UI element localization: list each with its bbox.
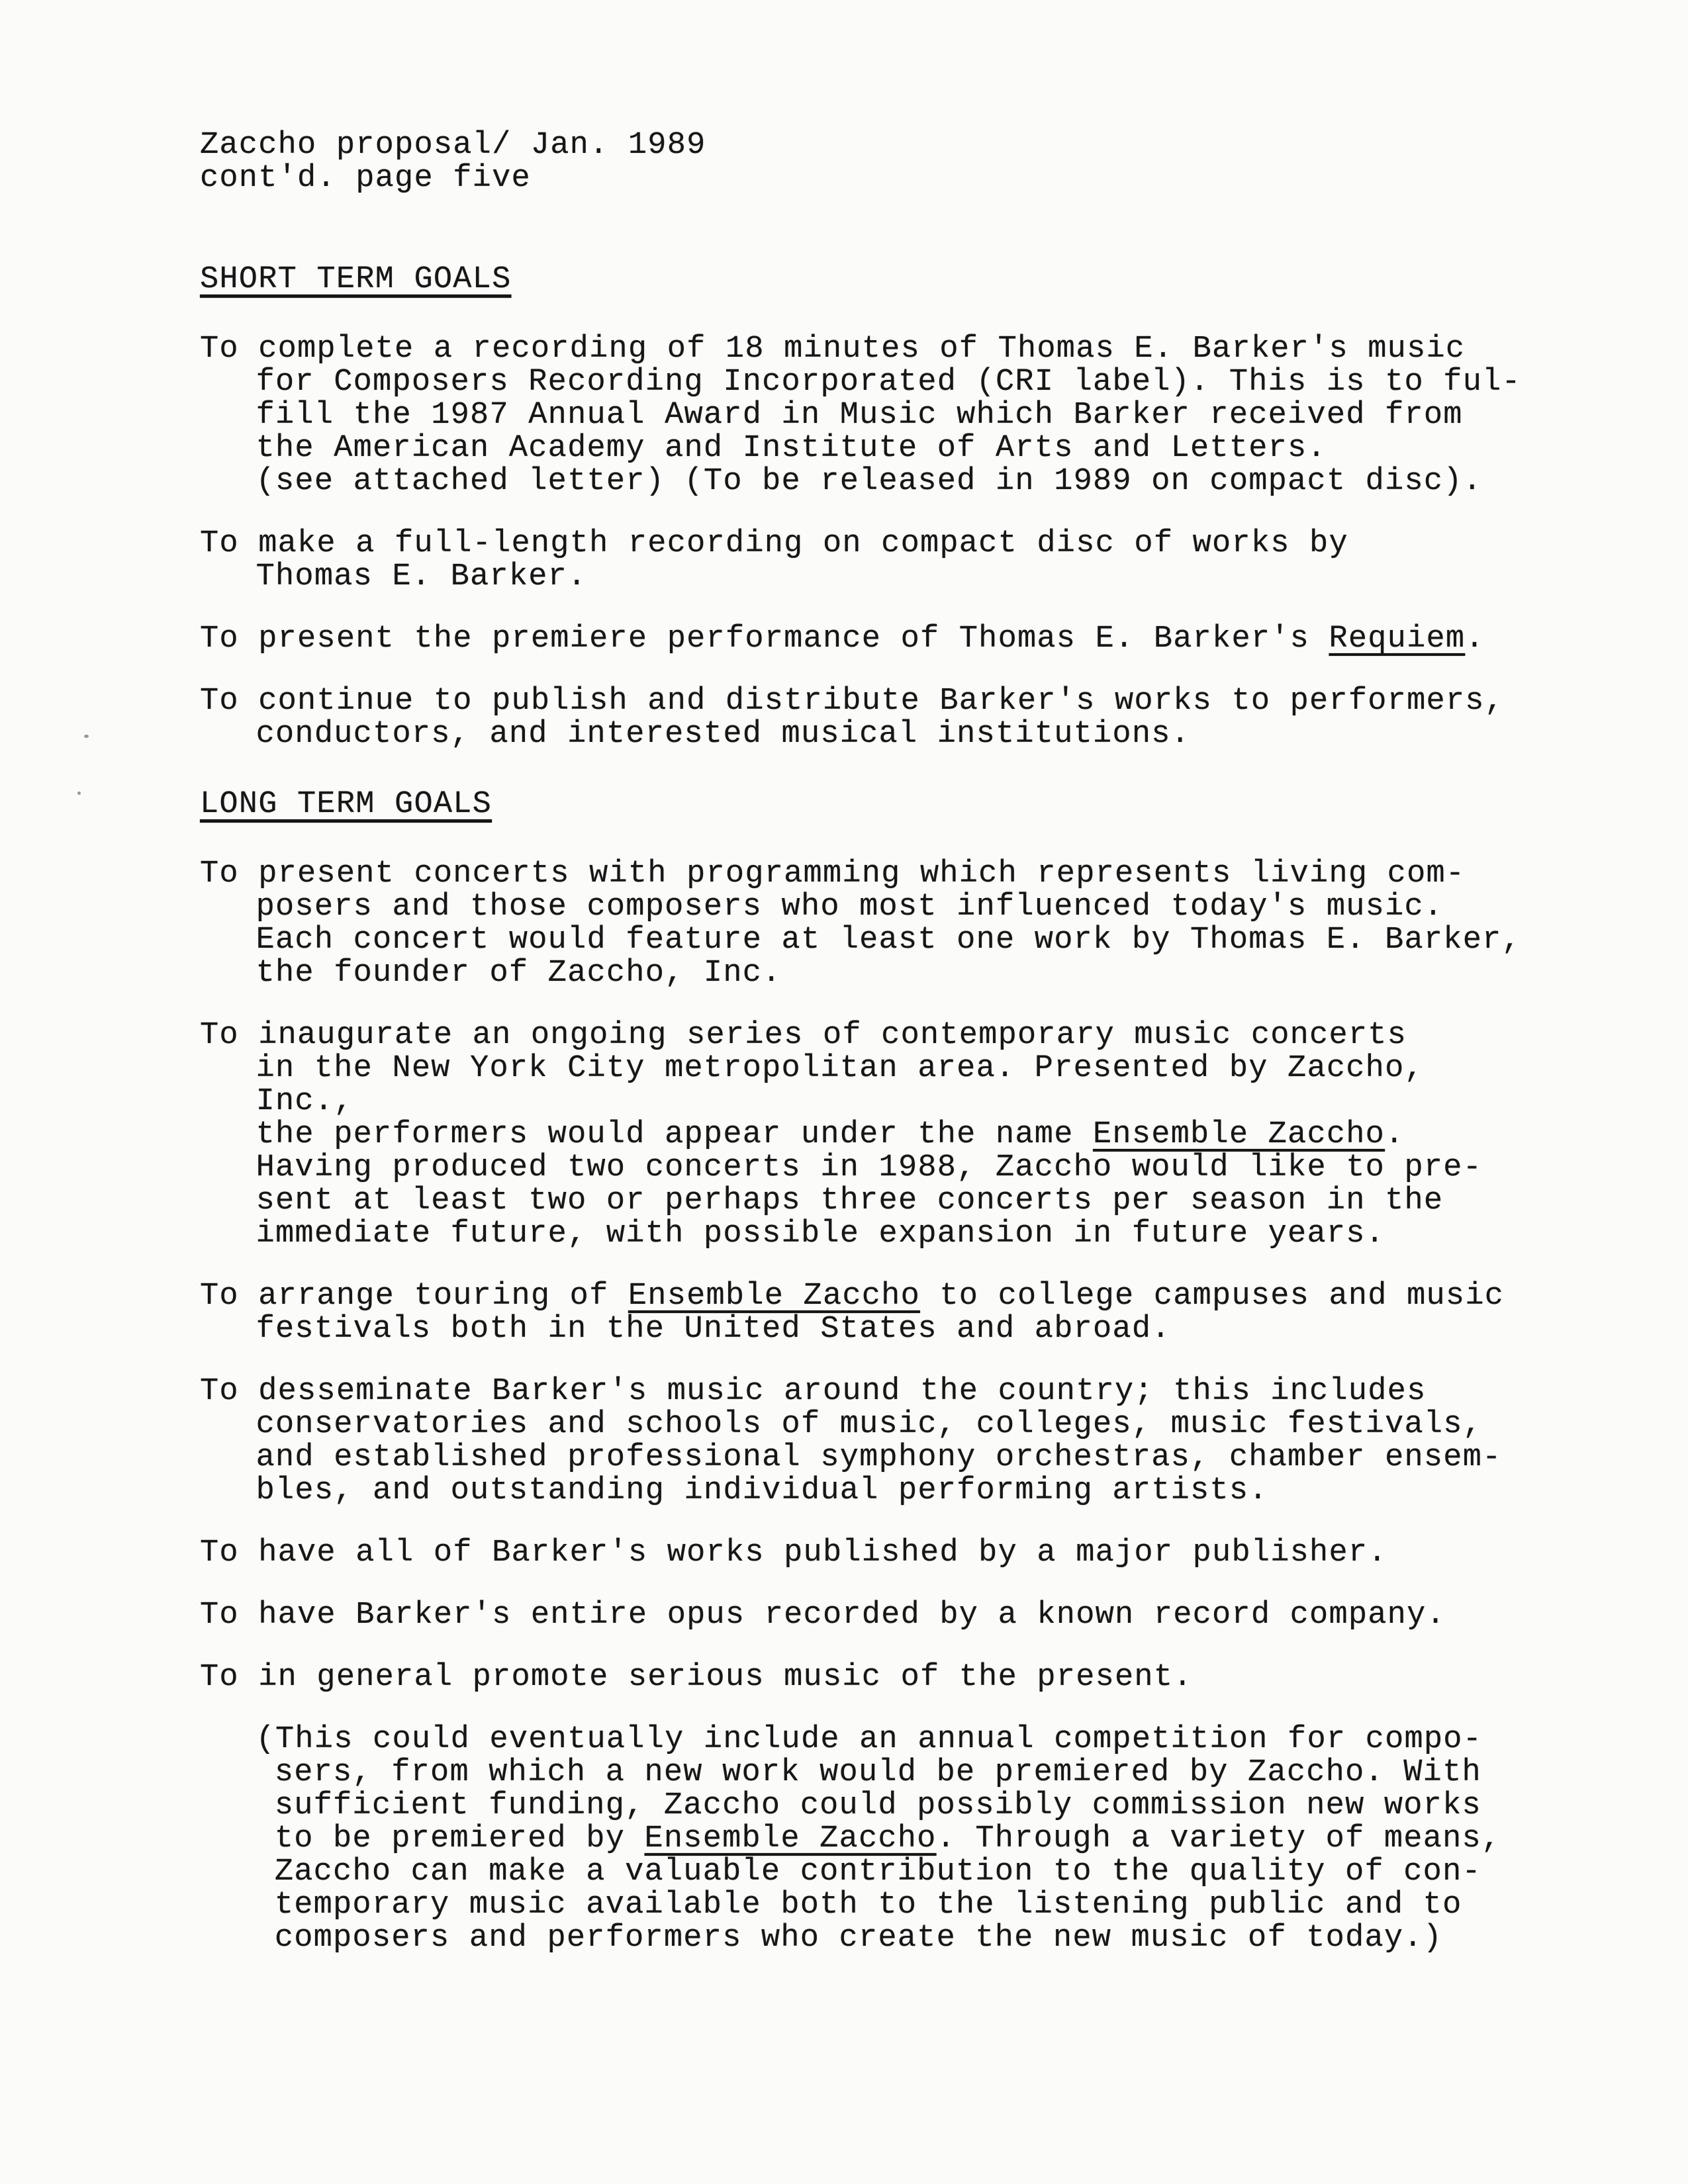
goal-paragraph — [200, 1280, 1536, 1346]
text-segment: . — [1385, 1117, 1405, 1152]
goal-paragraph — [200, 1661, 1536, 1694]
text-segment: To have all of Barker's works published by a major publisher. — [200, 1535, 1387, 1570]
underlined-phrase: Requiem — [1329, 621, 1466, 657]
section-heading-2: LONG TERM GOALS — [200, 787, 492, 822]
goal-paragraph — [200, 623, 1536, 656]
text-segment: To in general promote serious music of the present. — [200, 1660, 1193, 1695]
note-paragraph — [256, 1723, 1536, 1955]
text-segment: (This could eventually include an annual competition for compo- — [256, 1722, 1483, 1757]
text-segment: . Through a variety of means, — [936, 1821, 1501, 1856]
goal-paragraph — [200, 1599, 1536, 1632]
text-segment: for Composers Recording Incorporated (CRI label). This is to ful- — [256, 365, 1521, 400]
text-segment: the American Academy and Institute of Arts and Letters. — [256, 431, 1327, 466]
text-segment: Zaccho can make a valuable contribution to the quality of con- — [274, 1854, 1481, 1889]
text-segment: conductors, and interested musical institutions. — [256, 717, 1191, 752]
text-segment: To desseminate Barker's music around the country; this includes — [200, 1374, 1427, 1409]
scan-speck — [77, 792, 81, 795]
text-segment: to college campuses and music — [919, 1279, 1505, 1314]
scan-speck — [84, 735, 89, 738]
text-segment: in the New York City metropolitan area. Presented by Zaccho, Inc., — [256, 1051, 1444, 1119]
text-segment: To present concerts with programming which represents living com- — [200, 856, 1466, 891]
goal-paragraph — [200, 858, 1536, 990]
text-segment: sent at least two or perhaps three concerts per season in the — [256, 1183, 1444, 1218]
page-header — [200, 129, 1536, 195]
goal-paragraph — [200, 527, 1536, 594]
text-segment: (see attached letter) (To be released in 1989 on compact disc). — [256, 464, 1483, 499]
text-segment: To have Barker's entire opus recorded by a known record company. — [200, 1598, 1446, 1633]
section-heading-1: SHORT TERM GOALS — [200, 262, 512, 297]
text-segment: the founder of Zaccho, Inc. — [256, 956, 782, 991]
goal-paragraph — [200, 1019, 1536, 1251]
text-segment: sufficient funding, Zaccho could possibly commission new works — [274, 1788, 1481, 1823]
header-line-2: cont'd. page five — [200, 161, 531, 196]
text-segment: . — [1465, 621, 1485, 657]
text-segment: To present the premiere performance of Thomas E. Barker's — [200, 621, 1329, 657]
document-body — [200, 263, 1536, 1955]
text-segment: To complete a recording of 18 minutes of Thomas E. Barker's music — [200, 332, 1466, 367]
text-segment: temporary music available both to the listening public and to — [274, 1888, 1462, 1923]
goal-paragraph — [200, 1375, 1536, 1508]
text-segment: sers, from which a new work would be premiered by Zaccho. With — [274, 1755, 1481, 1790]
underlined-phrase: Ensemble Zaccho — [644, 1821, 937, 1856]
text-segment: and established professional symphony orchestras, chamber ensem- — [256, 1440, 1502, 1475]
text-segment: fill the 1987 Annual Award in Music which Barker received from — [256, 398, 1463, 433]
text-segment: conservatories and schools of music, colleges, music festivals, — [256, 1407, 1483, 1442]
text-segment: To make a full-length recording on compact disc of works by — [200, 526, 1348, 561]
text-segment: posers and those composers who most influenced today's music. — [256, 889, 1444, 925]
text-segment: To inaugurate an ongoing series of contemporary music concerts — [200, 1018, 1407, 1053]
text-segment: the performers would appear under the name — [256, 1117, 1094, 1152]
goal-paragraph — [200, 685, 1536, 751]
text-segment: festivals both in the United States and abroad. — [256, 1312, 1171, 1347]
underlined-phrase: Ensemble Zaccho — [1093, 1117, 1385, 1152]
text-segment: bles, and outstanding individual performing artists. — [256, 1473, 1268, 1508]
text-segment: to be premiered by — [274, 1821, 645, 1856]
header-line-1: Zaccho proposal/ Jan. 1989 — [200, 128, 706, 163]
text-segment: To continue to publish and distribute Barker's works to performers, — [200, 684, 1505, 719]
goal-paragraph — [200, 333, 1536, 498]
goal-paragraph — [200, 1537, 1536, 1570]
text-segment: Having produced two concerts in 1988, Zaccho would like to pre- — [256, 1150, 1483, 1185]
underlined-phrase: Ensemble Zaccho — [628, 1279, 920, 1314]
text-segment: immediate future, with possible expansion in future years. — [256, 1216, 1385, 1251]
text-segment: Each concert would feature at least one work by Thomas E. Barker, — [256, 923, 1521, 958]
text-segment: composers and performers who create the new music of today.) — [274, 1921, 1443, 1956]
text-segment: To arrange touring of — [200, 1279, 628, 1314]
text-segment: Thomas E. Barker. — [256, 559, 587, 594]
